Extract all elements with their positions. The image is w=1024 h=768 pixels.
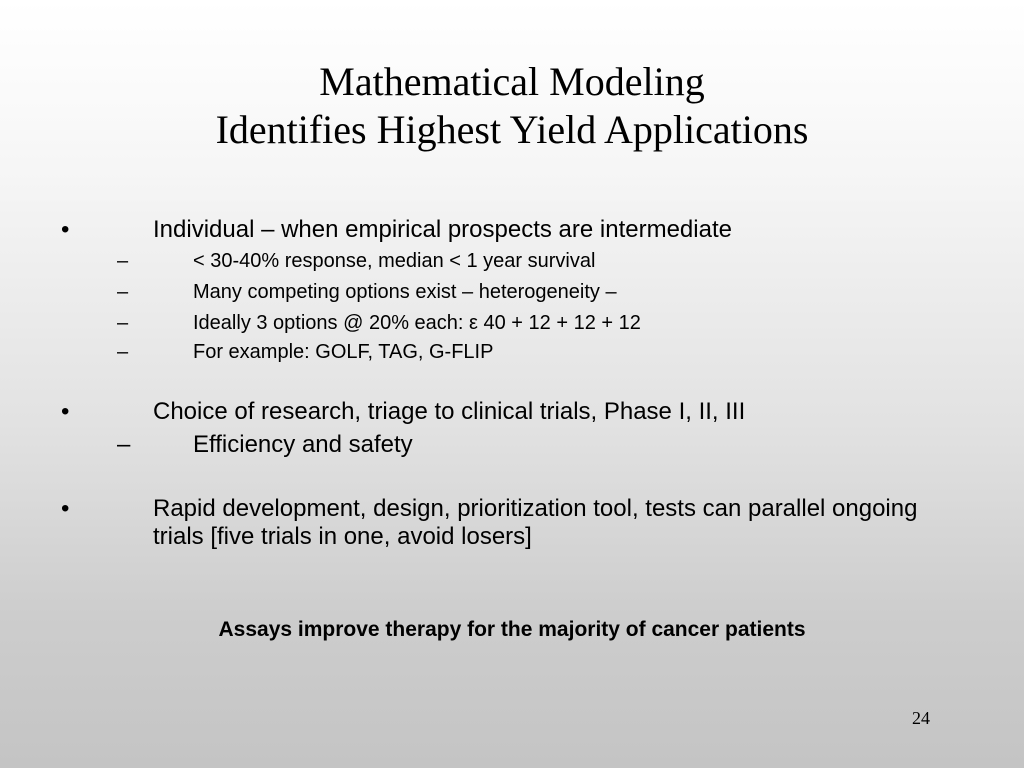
sub-bullet-item: [117, 280, 917, 304]
sub-bullet-text: Ideally 3 options @ 20% each: ε 40 + 12 + 12 + 12: [193, 312, 641, 334]
sub-bullet-text: Many competing options exist – heterogeneity –: [193, 281, 617, 303]
bullet-item: [61, 495, 961, 555]
sub-bullet-item: [117, 340, 917, 364]
bullet-item: [61, 216, 961, 244]
bullet-marker: •: [61, 216, 70, 243]
bullet-text: Rapid development, design, prioritization tool, tests can parallel ongoing trials [five trials in one, avoid losers]: [153, 495, 918, 550]
sub-bullet-item: [117, 249, 917, 273]
bullet-marker: •: [61, 398, 70, 425]
sub-bullet-item: [117, 311, 917, 335]
bullet-marker: •: [61, 495, 70, 522]
page-number: 24: [912, 708, 930, 728]
conclusion-statement: Assays improve therapy for the majority of cancer patients: [218, 618, 806, 641]
bullet-text: Choice of research, triage to clinical trials, Phase I, II, III: [153, 398, 746, 425]
slide-title-line-2: Identifies Highest Yield Applications: [215, 107, 809, 152]
sub-bullet-text: Efficiency and safety: [193, 431, 413, 458]
bullet-text: Individual – when empirical prospects are intermediate: [153, 216, 732, 243]
dash-marker: –: [117, 281, 129, 303]
dash-marker: –: [117, 341, 129, 363]
bullet-item: [61, 398, 961, 426]
sub-bullet-text: < 30-40% response, median < 1 year survival: [193, 250, 596, 272]
dash-marker: –: [117, 250, 129, 272]
slide-title: [0, 58, 1024, 154]
dash-marker: –: [117, 312, 129, 334]
dash-marker: –: [117, 431, 131, 458]
sub-bullet-text: For example: GOLF, TAG, G-FLIP: [193, 341, 494, 363]
slide-title-line-1: Mathematical Modeling: [319, 59, 705, 104]
sub-bullet-item: [117, 431, 917, 459]
